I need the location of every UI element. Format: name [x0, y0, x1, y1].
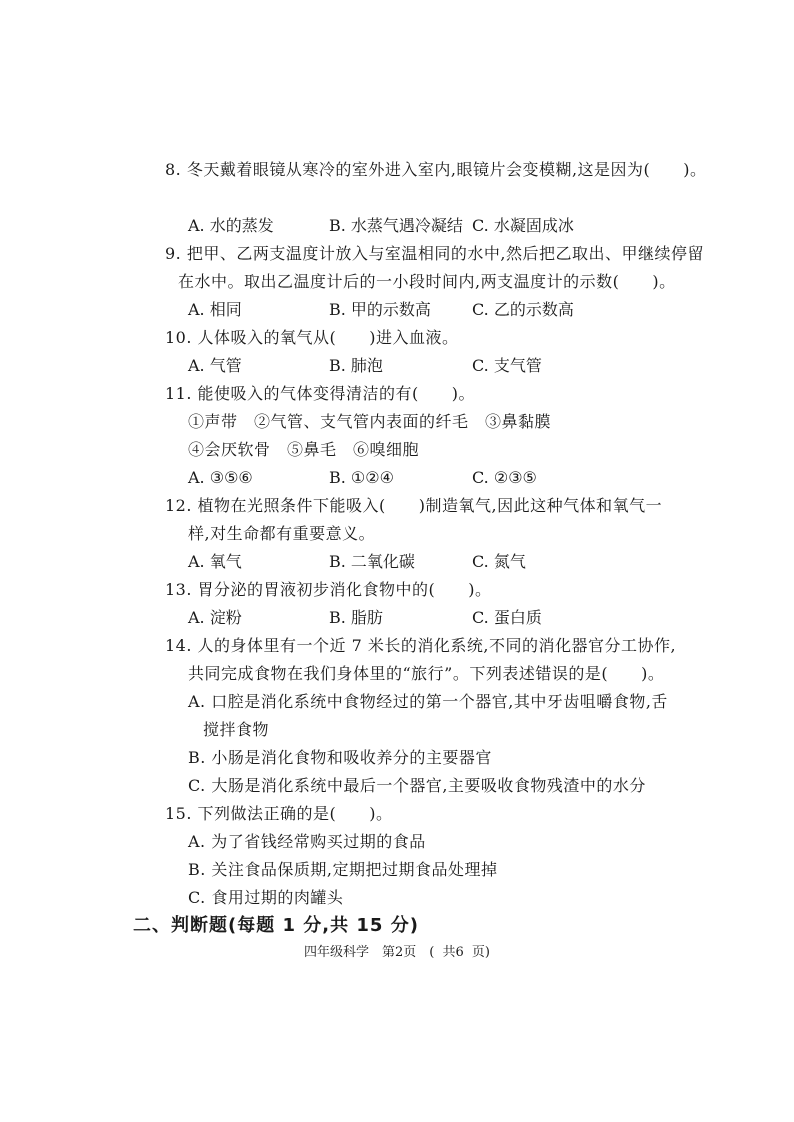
question-11-choices-line-1: ①声带 ②气管、支气管内表面的纤毛 ③鼻黏膜	[188, 412, 552, 431]
question-8-options	[188, 216, 688, 236]
question-12-options	[188, 552, 688, 572]
question-14-stem-line-1: 14. 人的身体里有一个近 7 米长的消化系统,不同的消化器官分工协作,	[165, 636, 677, 655]
question-11-stem: 11. 能使吸入的气体变得清洁的有( )。	[165, 384, 476, 403]
option-c: C. 水凝固成冰	[472, 216, 574, 235]
question-9-options	[188, 300, 688, 320]
option-a: A. 相同	[188, 300, 242, 319]
page-footer: 四年级科学 第2页 ( 共6 页)	[304, 945, 490, 960]
option-b: B. ①②④	[329, 468, 394, 487]
question-8-stem: 8. 冬天戴着眼镜从寒冷的室外进入室内,眼镜片会变模糊,这是因为( )。	[165, 160, 707, 179]
question-9-stem-line-2: 在水中。取出乙温度计后的一小段时间内,两支温度计的示数( )。	[178, 272, 676, 291]
question-9-stem-line-1: 9. 把甲、乙两支温度计放入与室温相同的水中,然后把乙取出、甲继续停留	[165, 244, 704, 263]
option-a: A. 氧气	[188, 552, 242, 571]
question-12-stem-line-1: 12. 植物在光照条件下能吸入( )制造氧气,因此这种气体和氧气一	[165, 496, 663, 515]
question-14-option-c: C. 大肠是消化系统中最后一个器官,主要吸收食物残渣中的水分	[188, 776, 646, 795]
option-a: A. 水的蒸发	[188, 216, 274, 235]
option-c: C. ②③⑤	[472, 468, 537, 487]
option-b: B. 甲的示数高	[329, 300, 431, 319]
question-11-options	[188, 468, 688, 488]
option-c: C. 乙的示数高	[472, 300, 574, 319]
option-b: B. 水蒸气遇冷凝结	[329, 216, 463, 235]
question-15-option-b: B. 关注食品保质期,定期把过期食品处理掉	[188, 860, 498, 879]
question-10-options	[188, 356, 688, 376]
option-c: C. 氮气	[472, 552, 526, 571]
option-a: A. ③⑤⑥	[188, 468, 253, 487]
question-10-stem: 10. 人体吸入的氧气从( )进入血液。	[165, 328, 459, 347]
option-c: C. 支气管	[472, 356, 542, 375]
question-11-choices-line-2: ④会厌软骨 ⑤鼻毛 ⑥嗅细胞	[188, 440, 420, 459]
question-12-stem-line-2: 样,对生命都有重要意义。	[188, 524, 376, 543]
question-14-stem-line-2: 共同完成食物在我们身体里的“旅行”。下列表述错误的是( )。	[188, 664, 665, 683]
question-14-option-b: B. 小肠是消化食物和吸收养分的主要器官	[188, 748, 492, 767]
option-b: B. 二氧化碳	[329, 552, 415, 571]
option-a: A. 气管	[188, 356, 242, 375]
question-13-options	[188, 608, 688, 628]
option-c: C. 蛋白质	[472, 608, 542, 627]
question-15-option-a: A. 为了省钱经常购买过期的食品	[188, 832, 426, 851]
question-15-stem: 15. 下列做法正确的是( )。	[165, 804, 393, 823]
question-15-option-c: C. 食用过期的肉罐头	[188, 888, 344, 907]
option-a: A. 淀粉	[188, 608, 242, 627]
option-b: B. 脂肪	[329, 608, 383, 627]
question-14-option-a-line-2: 搅拌食物	[203, 720, 270, 739]
question-14-option-a-line-1: A. 口腔是消化系统中食物经过的第一个器官,其中牙齿咀嚼食物,舌	[188, 692, 668, 711]
question-13-stem: 13. 胃分泌的胃液初步消化食物中的( )。	[165, 580, 492, 599]
option-b: B. 肺泡	[329, 356, 383, 375]
section-2-title: 二、判断题(每题 1 分,共 15 分)	[133, 915, 419, 936]
